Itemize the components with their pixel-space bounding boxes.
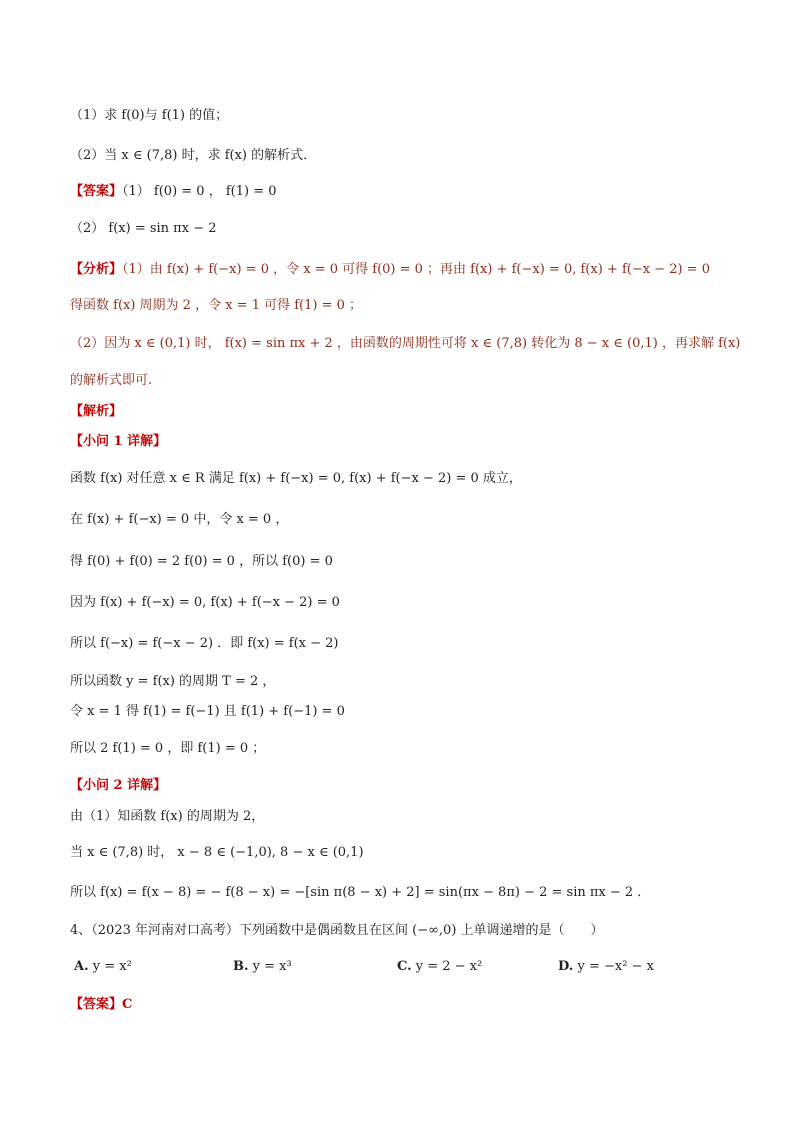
s1-line-8: 所以 2 f(1) = 0 ，即 f(1) = 0 ； [70,741,266,756]
analysis-label: 【分析】 [70,262,123,277]
analysis-line-2: 得函数 f(x) 周期为 2 ，令 x = 1 可得 f(1) = 0 ； [70,298,363,313]
s1-line-6: 所以函数 y = f(x) 的周期 T = 2 ， [70,674,276,689]
s2-line-1: 由（1）知函数 f(x) 的周期为 2， [70,809,265,824]
answer-4-value: C [122,997,133,1012]
s1-line-2: 在 f(x) + f(−x) = 0 中，令 x = 0 ， [70,512,289,527]
option-b [233,958,292,976]
solution-label: 【解析】 [70,404,123,419]
sub2-label: 【小问 2 详解】 [70,778,167,793]
option-d-text: y = −x² − x [577,959,654,974]
s2-line-2: 当 x ∈ (7,8) 时， x − 8 ∈ (−1,0), 8 − x ∈ (0,1) [70,845,364,860]
answer-4-label: 【答案】 [70,997,123,1012]
analysis-line-1 [70,261,710,279]
analysis-line-4: 的解析式即可. [70,373,153,388]
s1-line-1: 函数 f(x) 对任意 x ∈ R 满足 f(x) + f(−x) = 0, f(x) + f(−x − 2) = 0 成立， [70,471,522,486]
s1-line-4: 因为 f(x) + f(−x) = 0, f(x) + f(−x − 2) = 0 [70,595,340,610]
answer-line-1 [70,183,277,201]
sub1-label: 【小问 1 详解】 [70,434,167,449]
s2-line-3: 所以 f(x) = f(x − 8) = − f(8 − x) = −[sin π(8 − x) + 2] = sin(πx − 8π) − 2 = sin πx − 2 ． [70,885,651,900]
option-a-label: A. [74,959,89,974]
option-d-label: D. [558,959,574,974]
question-4: 4、（2023 年河南对口高考）下列函数中是偶函数且在区间 (−∞,0) 上单调递增的是（ ） [70,923,604,938]
option-d [558,958,654,976]
q2-line: （2）当 x ∈ (7,8) 时，求 f(x) 的解析式． [70,148,317,163]
option-a [74,958,132,976]
answer-1-text: （1） f(0) = 0 ， f(1) = 0 [122,184,277,199]
option-b-label: B. [233,959,249,974]
q1-line: （1）求 f(0)与 f(1) 的值； [70,108,229,123]
s1-line-5: 所以 f(−x) = f(−x − 2) ．即 f(x) = f(x − 2) [70,636,339,651]
option-c-text: y = 2 − x² [415,959,483,974]
option-c [397,958,482,976]
option-c-label: C. [397,959,412,974]
answer-4-line [70,996,132,1014]
analysis-line-3: （2）因为 x ∈ (0,1) 时， f(x) = sin πx + 2 ，由函数的周期性可将 x ∈ (7,8) 转化为 8 − x ∈ (0,1) ，再求解 f(x) [70,336,741,351]
s1-line-3: 得 f(0) + f(0) = 2 f(0) = 0 ，所以 f(0) = 0 [70,554,333,569]
s1-line-7: 令 x = 1 得 f(1) = f(−1) 且 f(1) + f(−1) = 0 [70,704,345,719]
option-b-text: y = x³ [252,959,292,974]
option-a-text: y = x² [92,959,132,974]
answer-label: 【答案】 [70,184,123,199]
answer-line-2: （2） f(x) = sin πx − 2 [70,221,217,236]
analysis-text-1: （1）由 f(x) + f(−x) = 0 ，令 x = 0 可得 f(0) = 0 ；再由 f(x) + f(−x) = 0, f(x) + f(−x − 2) = 0 [122,262,710,277]
